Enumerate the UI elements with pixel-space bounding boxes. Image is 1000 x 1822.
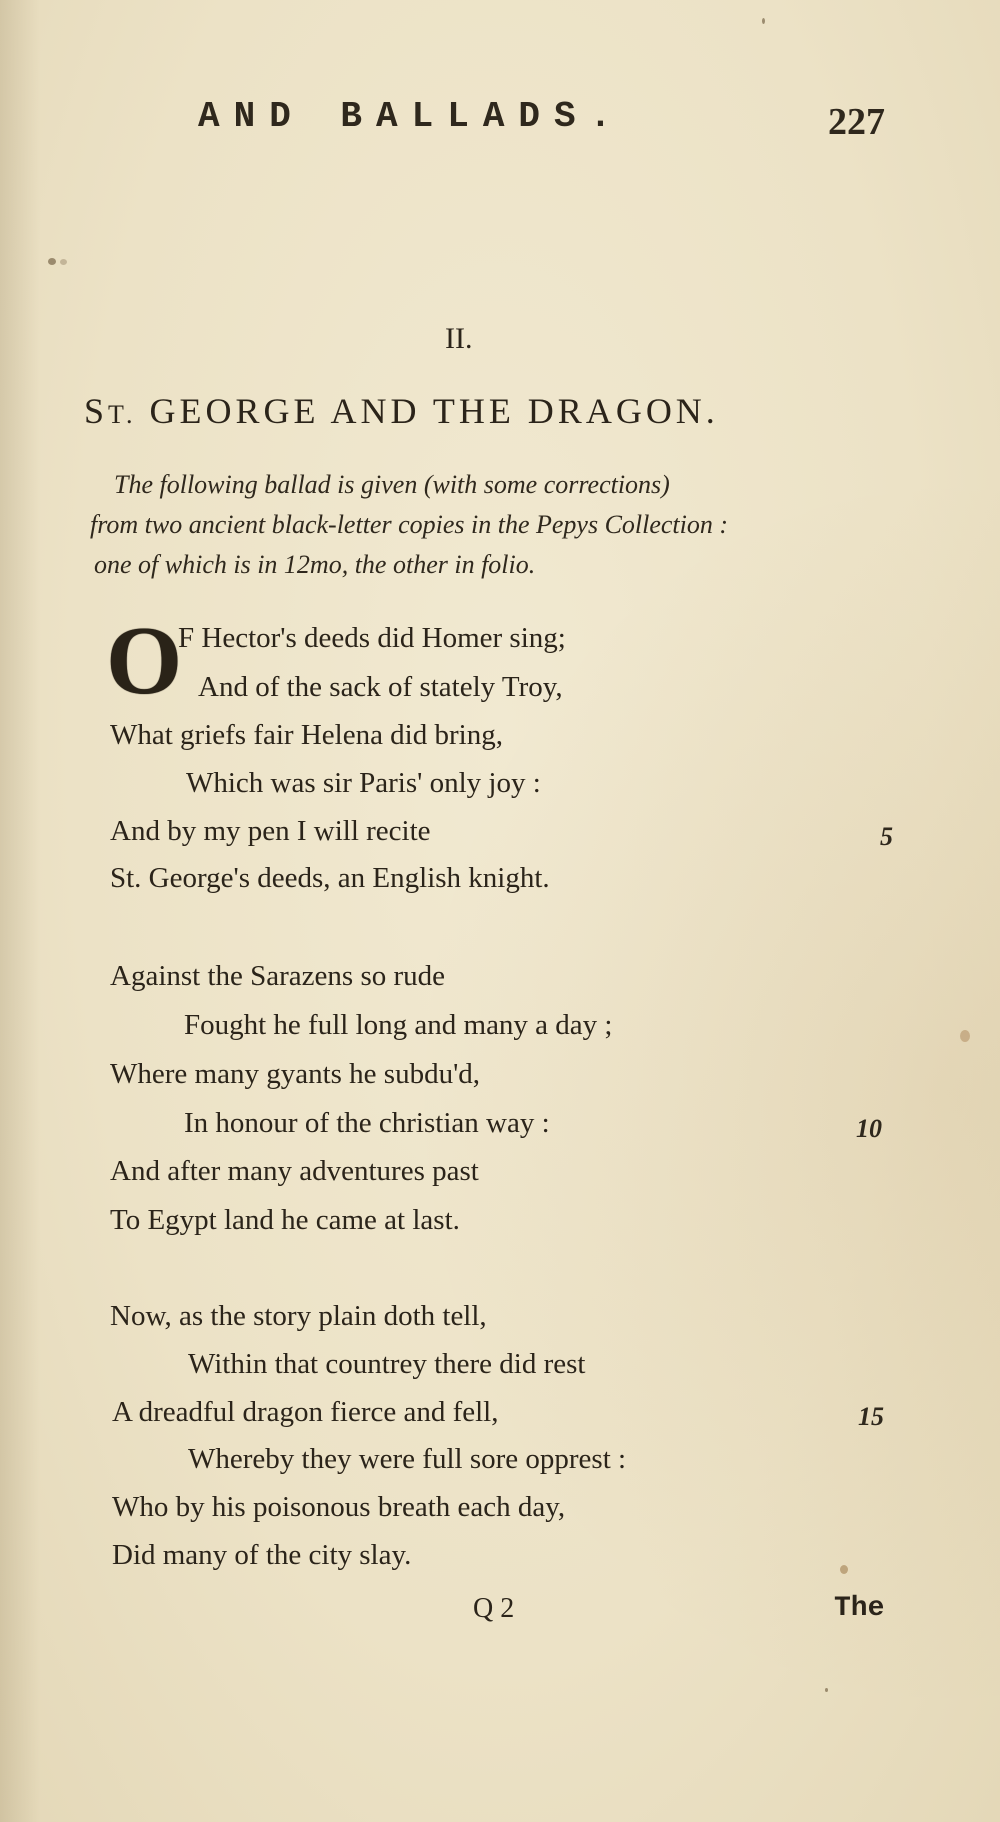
drop-cap: O [106,607,183,715]
headnote-line: The following ballad is given (with some corrections) [114,470,670,499]
verse-line: Within that countrey there did rest [188,1348,586,1380]
title-small-caps: T. [108,400,137,429]
line-number: 15 [858,1402,884,1431]
verse-line: Did many of the city slay. [112,1539,412,1571]
verse-line: Where many gyants he subdu'd, [110,1058,481,1090]
ballad-title [84,390,719,432]
verse-line: And after many adventures past [110,1155,479,1187]
line-number: 10 [856,1114,882,1143]
title-initial: S [84,391,109,431]
line-number: 5 [880,822,893,851]
foxing-spot [60,259,67,265]
foxing-spot [48,258,56,265]
foxing-spot [840,1565,848,1574]
verse-line: What griefs fair Helena did bring, [110,719,503,751]
foxing-spot [960,1030,970,1042]
verse-line: Which was sir Paris' only joy : [186,767,541,799]
foxing-spot [825,1688,828,1692]
verse-line: Whereby they were full sore opprest : [188,1443,627,1475]
verse-line: Against the Sarazens so rude [110,960,446,992]
gutter-shadow [0,0,40,1822]
verse-line: To Egypt land he came at last. [110,1204,460,1236]
foxing-spot [762,18,765,24]
running-head: AND BALLADS. [198,96,626,137]
catchword: The [834,1593,885,1624]
ballad-number: II. [445,322,473,355]
verse-line: Who by his poisonous breath each day, [112,1491,566,1523]
verse-line: In honour of the christian way : [184,1107,550,1139]
verse-line: F Hector's deeds did Homer sing; [178,622,566,654]
page-number: 227 [828,101,885,143]
verse-line: Fought he full long and many a day ; [184,1009,613,1041]
verse-line: Now, as the story plain doth tell, [110,1300,487,1332]
verse-line: And by my pen I will recite [110,815,431,847]
signature-mark: Q 2 [473,1593,515,1624]
headnote-line: one of which is in 12mo, the other in folio. [94,550,536,579]
title-rest: GEORGE AND THE DRAGON. [136,391,719,431]
headnote-line: from two ancient black-letter copies in the Pepys Collection : [90,510,729,539]
verse-line: A dreadful dragon fierce and fell, [112,1396,499,1428]
verse-line: And of the sack of stately Troy, [198,671,563,703]
verse-line: St. George's deeds, an English knight. [110,862,550,894]
